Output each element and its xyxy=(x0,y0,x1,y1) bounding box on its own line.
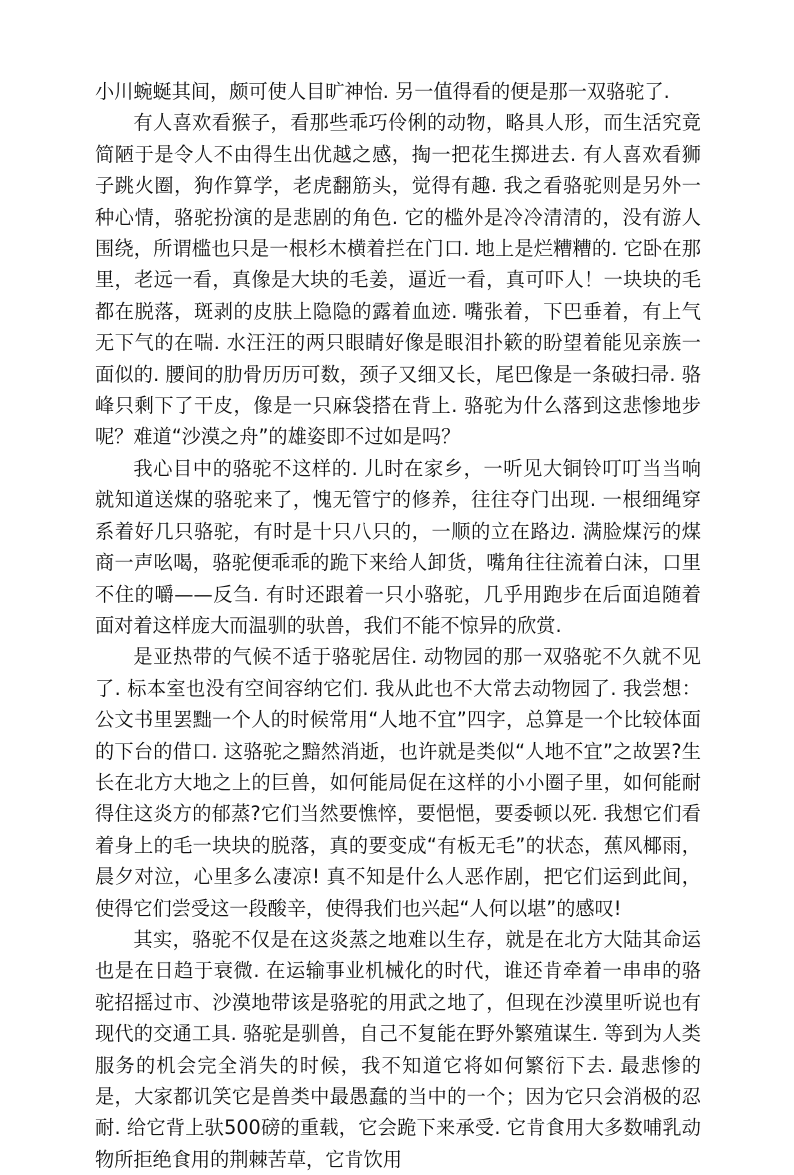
paragraph-4: 是亚热带的气候不适于骆驼居住. 动物园的那一双骆驼不久就不见了. 标本室也没有空间容纳它们. 我从此也不大常去动物园了. 我尝想：公文书里罢黜一个人的时候常用“人地不宜”四字，总算是一个比较体面的下台的借口. 这骆驼之黯然消逝，也许就是类似“人地不宜”之故罢?生长在北方大地之上的巨兽，如何能局促在这样的小小圈子里，如何能耐得住这炎方的郁蒸?它们当然要憔悴，要悒悒，要委顿以死. 我想它们看着身上的毛一块块的脱落，真的要变成“有板无毛”的状态，蕉风椰雨，晨夕对泣，心里多么凄凉! 真不知是什么人恶作剧，把它们运到此间，使得它们尝受这一段酸辛，使得我们也兴起“人何以堪”的感叹! xyxy=(95,645,701,920)
paragraph-5: 其实，骆驼不仅是在这炎蒸之地难以生存，就是在北方大陆其命运也是在日趋于衰微. 在运输事业机械化的时代，谁还肯牵着一串串的骆驼招摇过市、沙漠地带该是骆驼的用武之地了，但现在沙漠里听说也有现代的交通工具. 骆驼是驯兽，自己不复能在野外繁殖谋生. 等到为人类服务的机会完全消失的时候，我不知道它将如何繁衍下去. 最悲惨的是，大家都讥笑它是兽类中最愚蠢的当中的一个；因为它只会消极的忍耐. 给它背上驮500磅的重载，它会跪下来承受. 它肯食用大多数哺乳动物所拒绝食用的荆棘苦草，它肯饮用 xyxy=(95,927,701,1171)
article-body xyxy=(95,76,701,1175)
paragraph-2: 有人喜欢看猴子，看那些乖巧伶俐的动物，略具人形，而生活究竟简陋于是令人不由得生出优越之感，掏一把花生掷进去. 有人喜欢看狮子跳火圈，狗作算学，老虎翻筋头，觉得有趣. 我之看骆驼则是另外一种心情，骆驼扮演的是悲剧的角色. 它的槛外是冷冷清清的，没有游人围绕，所谓槛也只是一根杉木横着拦在门口. 地上是烂糟糟的. 它卧在那里，老远一看，真像是大块的毛姜，逼近一看，真可吓人！一块块的毛都在脱落，斑剥的皮肤上隐隐的露着血迹. 嘴张着，下巴垂着，有上气无下气的在喘. 水汪汪的两只眼睛好像是眼泪扑簌的盼望着能见亲族一面似的. 腰间的肋骨历历可数，颈子又细又长，尾巴像是一条破扫帚. 骆峰只剩下了干皮，像是一只麻袋搭在背上. 骆驼为什么落到这悲惨地步呢？难道“沙漠之舟”的雄姿即不过如是吗？ xyxy=(95,111,701,449)
paragraph-1: 小川蜿蜒其间，颇可使人目旷神怡. 另一值得看的便是那一双骆驼了. xyxy=(95,80,670,103)
paragraph-3: 我心目中的骆驼不这样的. 儿时在家乡，一听见大铜铃叮叮当当响就知道送煤的骆驼来了，愧无管宁的修养，往往夺门出现. 一根细绳穿系着好几只骆驼，有时是十只八只的，一顺的立在路边. 满脸煤污的煤商一声吆喝，骆驼便乖乖的跪下来给人卸货，嘴角往往流着白沫，口里不住的嚼——反刍. 有时还跟着一只小骆驼，几乎用跑步在后面追随着面对着这样庞大而温驯的驮兽，我们不能不惊异的欣赏. xyxy=(95,456,701,637)
